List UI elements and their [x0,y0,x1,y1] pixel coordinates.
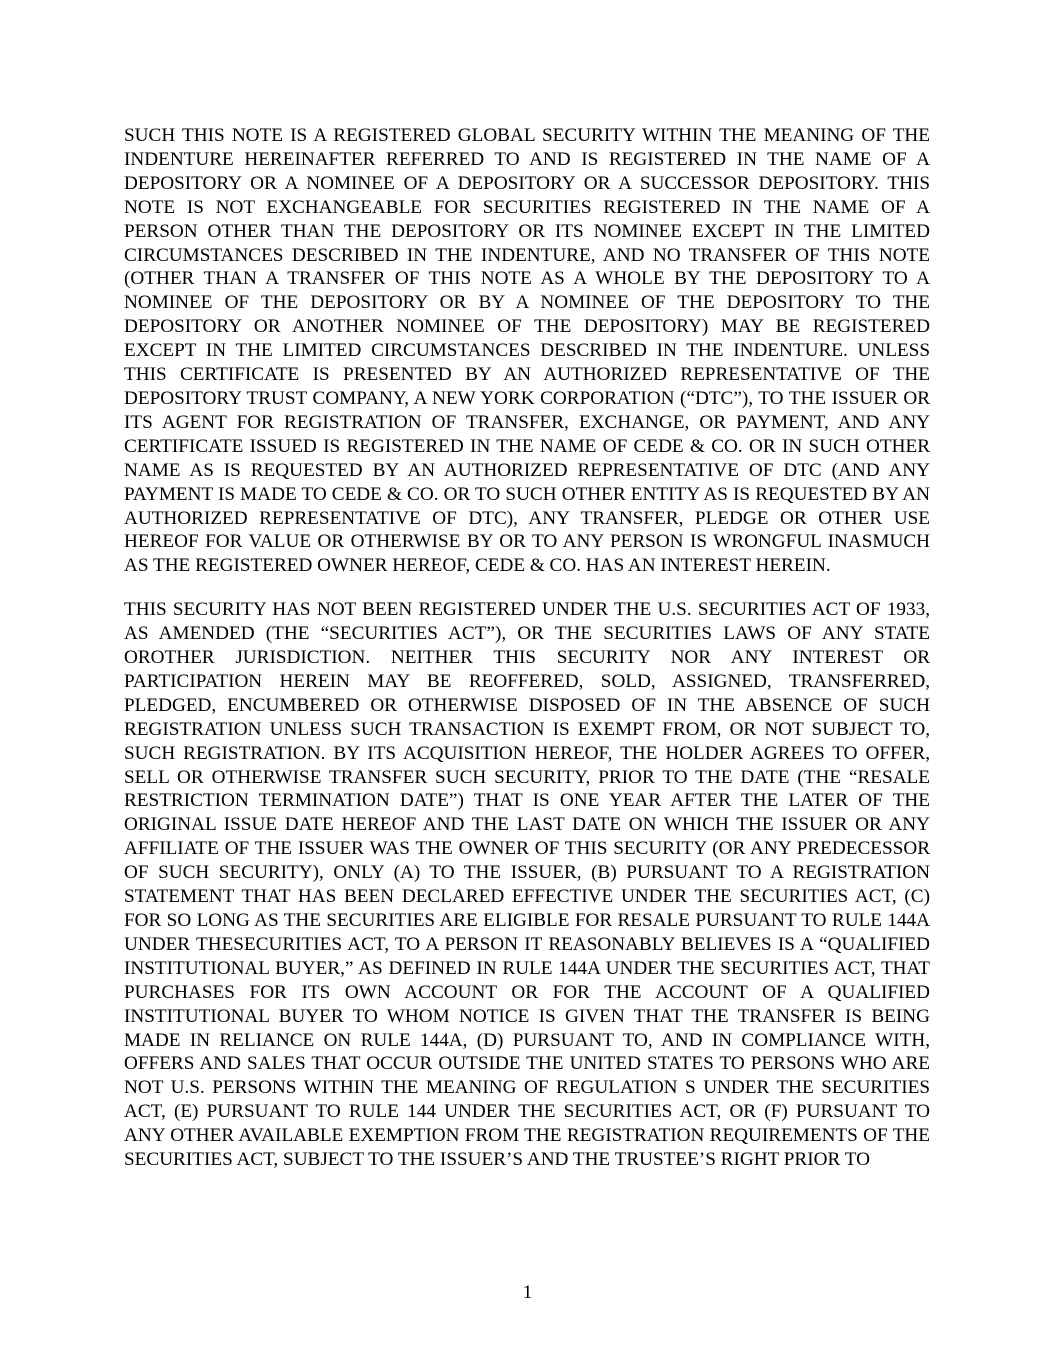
securities-act-legend-paragraph: THIS SECURITY HAS NOT BEEN REGISTERED UNDER THE U.S. SECURITIES ACT OF 1933, AS AMENDED (THE “SECURITIES ACT”), OR THE SECURITIES LAWS OF ANY STATE OROTHER JURISDICTION. NEITHER THIS SECURITY NOR ANY INTEREST OR PARTICIPATION HEREIN MAY BE REOFFERED, SOLD, ASSIGNED, TRANSFERRED, PLEDGED, ENCUMBERED OR OTHERWISE DISPOSED OF IN THE ABSENCE OF SUCH REGISTRATION UNLESS SUCH TRANSACTION IS EXEMPT FROM, OR NOT SUBJECT TO, SUCH REGISTRATION. BY ITS ACQUISITION HEREOF, THE HOLDER AGREES TO OFFER, SELL OR OTHERWISE TRANSFER SUCH SECURITY, PRIOR TO THE DATE (THE “RESALE RESTRICTION TERMINATION DATE”) THAT IS ONE YEAR AFTER THE LATER OF THE ORIGINAL ISSUE DATE HEREOF AND THE LAST DATE ON WHICH THE ISSUER OR ANY AFFILIATE OF THE ISSUER WAS THE OWNER OF THIS SECURITY (OR ANY PREDECESSOR OF SUCH SECURITY), ONLY (A) TO THE ISSUER, (B) PURSUANT TO A REGISTRATION STATEMENT THAT HAS BEEN DECLARED EFFECTIVE UNDER THE SECURITIES ACT, (C) FOR SO LONG AS THE SECURITIES ARE ELIGIBLE FOR RESALE PURSUANT TO RULE 144A UNDER THESECURITIES ACT, TO A PERSON IT REASONABLY BELIEVES IS A “QUALIFIED INSTITUTIONAL BUYER,” AS DEFINED IN RULE 144A UNDER THE SECURITIES ACT, THAT PURCHASES FOR ITS OWN ACCOUNT OR FOR THE ACCOUNT OF A QUALIFIED INSTITUTIONAL BUYER TO WHOM NOTICE IS GIVEN THAT THE TRANSFER IS BEING MADE IN RELIANCE ON RULE 144A, (D) PURSUANT TO, AND IN COMPLIANCE WITH, OFFERS AND SALES THAT OCCUR OUTSIDE THE UNITED STATES TO PERSONS WHO ARE NOT U.S. PERSONS WITHIN THE MEANING OF REGULATION S UNDER THE SECURITIES ACT, (E) PURSUANT TO RULE 144 UNDER THE SECURITIES ACT, OR (F) PURSUANT TO ANY OTHER AVAILABLE EXEMPTION FROM THE REGISTRATION REQUIREMENTS OF THE SECURITIES ACT, SUBJECT TO THE ISSUER’S AND THE TRUSTEE’S RIGHT PRIOR TO [124,599,930,1171]
document-body [124,124,930,1172]
global-security-legend-paragraph: SUCH THIS NOTE IS A REGISTERED GLOBAL SECURITY WITHIN THE MEANING OF THE INDENTURE HEREINAFTER REFERRED TO AND IS REGISTERED IN THE NAME OF A DEPOSITORY OR A NOMINEE OF A DEPOSITORY OR A SUCCESSOR DEPOSITORY. THIS NOTE IS NOT EXCHANGEABLE FOR SECURITIES REGISTERED IN THE NAME OF A PERSON OTHER THAN THE DEPOSITORY OR ITS NOMINEE EXCEPT IN THE LIMITED CIRCUMSTANCES DESCRIBED IN THE INDENTURE, AND NO TRANSFER OF THIS NOTE (OTHER THAN A TRANSFER OF THIS NOTE AS A WHOLE BY THE DEPOSITORY TO A NOMINEE OF THE DEPOSITORY OR BY A NOMINEE OF THE DEPOSITORY TO THE DEPOSITORY OR ANOTHER NOMINEE OF THE DEPOSITORY) MAY BE REGISTERED EXCEPT IN THE LIMITED CIRCUMSTANCES DESCRIBED IN THE INDENTURE. UNLESS THIS CERTIFICATE IS PRESENTED BY AN AUTHORIZED REPRESENTATIVE OF THE DEPOSITORY TRUST COMPANY, A NEW YORK CORPORATION (“DTC”), TO THE ISSUER OR ITS AGENT FOR REGISTRATION OF TRANSFER, EXCHANGE, OR PAYMENT, AND ANY CERTIFICATE ISSUED IS REGISTERED IN THE NAME OF CEDE & CO. OR IN SUCH OTHER NAME AS IS REQUESTED BY AN AUTHORIZED REPRESENTATIVE OF DTC (AND ANY PAYMENT IS MADE TO CEDE & CO. OR TO SUCH OTHER ENTITY AS IS REQUESTED BY AN AUTHORIZED REPRESENTATIVE OF DTC), ANY TRANSFER, PLEDGE OR OTHER USE HEREOF FOR VALUE OR OTHERWISE BY OR TO ANY PERSON IS WRONGFUL INASMUCH AS THE REGISTERED OWNER HEREOF, CEDE & CO. HAS AN INTEREST HEREIN. [124,125,930,577]
page-number: 1 [522,1282,533,1303]
